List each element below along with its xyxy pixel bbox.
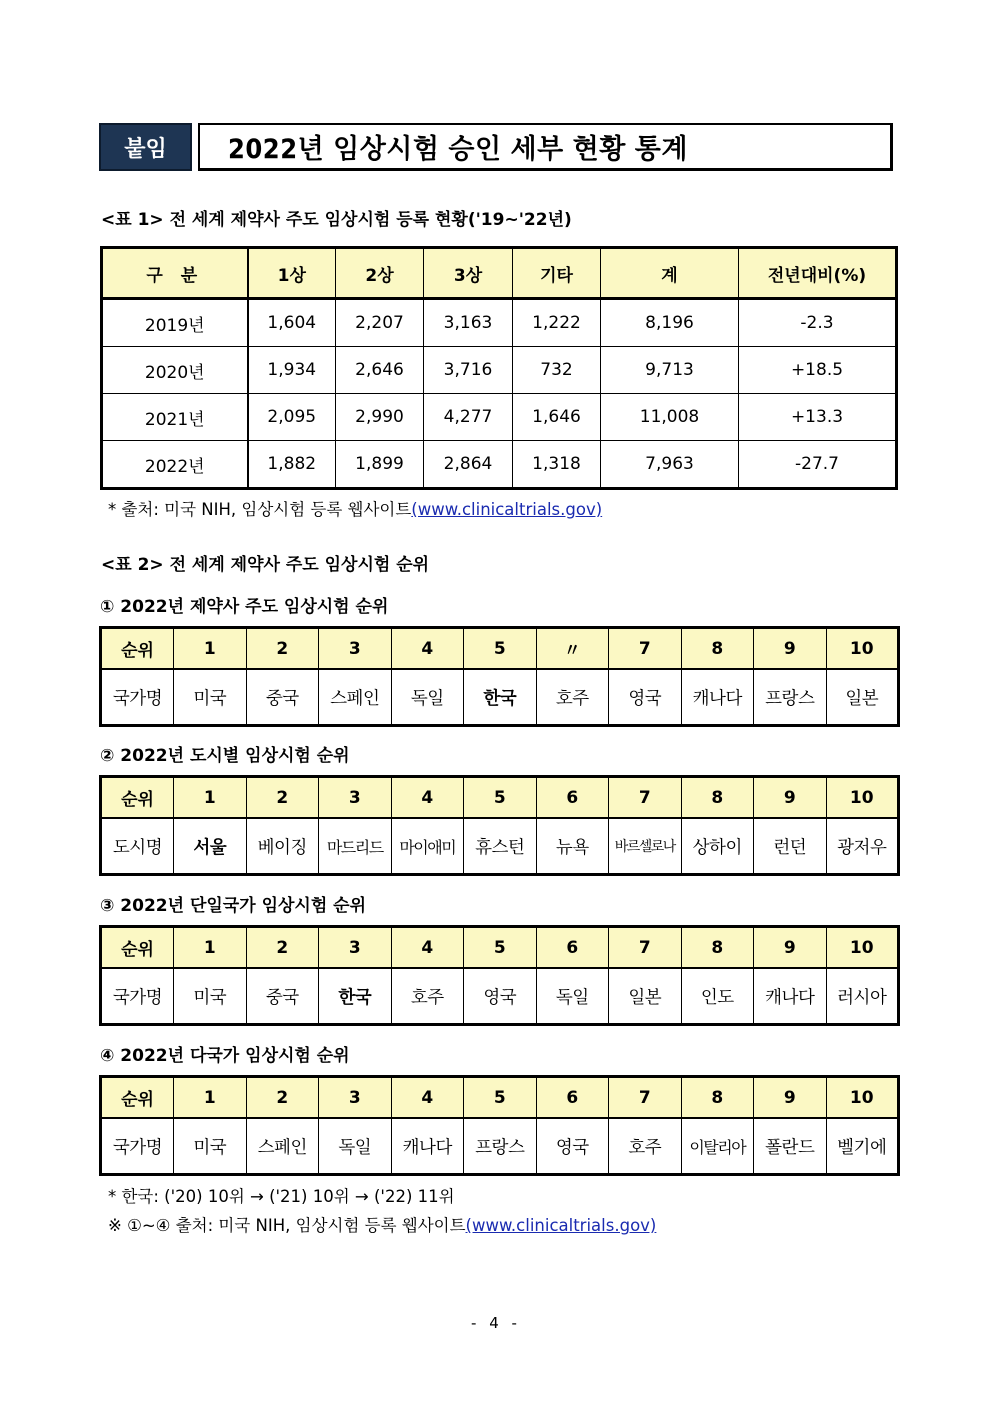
rank-number: 7 bbox=[609, 628, 682, 670]
table-cell: 1,318 bbox=[513, 441, 601, 489]
ranked-name: 영국 bbox=[536, 1118, 609, 1175]
ranked-name: 캐나다 bbox=[754, 968, 827, 1025]
rank-number: 3 bbox=[319, 628, 392, 670]
ranked-name: 호주 bbox=[536, 669, 609, 726]
column-header: 기타 bbox=[513, 248, 601, 299]
table-cell: 2,095 bbox=[248, 394, 336, 441]
rank-number: 2 bbox=[246, 628, 319, 670]
rank-name-row bbox=[101, 818, 899, 875]
column-header: 1상 bbox=[248, 248, 336, 299]
rank-number: 10 bbox=[826, 777, 899, 819]
rank-number: 2 bbox=[246, 1077, 319, 1119]
name-label: 국가명 bbox=[101, 1118, 174, 1175]
rank-number: 4 bbox=[391, 628, 464, 670]
ranking-subtitle: ② 2022년 도시별 임상시험 순위 bbox=[100, 746, 350, 766]
ranked-name: 호주 bbox=[391, 968, 464, 1025]
ranked-name: 캐나다 bbox=[391, 1118, 464, 1175]
table-cell: -2.3 bbox=[739, 299, 897, 347]
rank-number: 1 bbox=[174, 777, 247, 819]
ranked-name: 독일 bbox=[391, 669, 464, 726]
rank-number: 9 bbox=[754, 927, 827, 969]
ranked-name: 광저우 bbox=[826, 818, 899, 875]
rank-number: 4 bbox=[391, 927, 464, 969]
table-row bbox=[102, 394, 897, 441]
rank-number: 9 bbox=[754, 777, 827, 819]
column-header: 계 bbox=[601, 248, 739, 299]
ranked-name: 이탈리아 bbox=[681, 1118, 754, 1175]
rank-name-row bbox=[101, 1118, 899, 1175]
source-link[interactable]: (www.clinicaltrials.gov) bbox=[465, 1216, 657, 1235]
page-number: - 4 - bbox=[471, 1314, 521, 1332]
table-cell: 3,716 bbox=[424, 347, 513, 394]
korea-rank-note: * 한국: ('20) 10위 → ('21) 10위 → ('22) 11위 bbox=[108, 1187, 455, 1206]
ranking-table bbox=[99, 775, 900, 876]
table-cell: 1,604 bbox=[248, 299, 336, 347]
rank-number: 2 bbox=[246, 777, 319, 819]
row-year: 2020년 bbox=[102, 347, 248, 394]
ranked-name: 미국 bbox=[174, 1118, 247, 1175]
ranked-name: 일본 bbox=[609, 968, 682, 1025]
row-year: 2021년 bbox=[102, 394, 248, 441]
rank-number: 1 bbox=[174, 927, 247, 969]
ranked-name: 호주 bbox=[609, 1118, 682, 1175]
column-header: 2상 bbox=[336, 248, 424, 299]
ranked-name: 마이애미 bbox=[391, 818, 464, 875]
rank-label: 순위 bbox=[101, 1077, 174, 1119]
table2-caption: <표 2> 전 세계 제약사 주도 임상시험 순위 bbox=[101, 555, 430, 575]
table-cell: 2,207 bbox=[336, 299, 424, 347]
table-row bbox=[102, 441, 897, 489]
ranked-name: 중국 bbox=[246, 669, 319, 726]
ranked-name: 스페인 bbox=[246, 1118, 319, 1175]
table-cell: 1,222 bbox=[513, 299, 601, 347]
table-cell: 1,882 bbox=[248, 441, 336, 489]
ranked-name: 독일 bbox=[319, 1118, 392, 1175]
rank-name-row bbox=[101, 968, 899, 1025]
ranked-name: 영국 bbox=[609, 669, 682, 726]
source-text: ※ ①~④ 출처: 미국 NIH, 임상시험 등록 웹사이트 bbox=[108, 1216, 466, 1235]
rank-number: 2 bbox=[246, 927, 319, 969]
rank-number: 10 bbox=[826, 628, 899, 670]
row-year: 2022년 bbox=[102, 441, 248, 489]
rank-header-row bbox=[101, 1077, 899, 1119]
table1-header-row bbox=[102, 248, 897, 299]
highlighted-name: 한국 bbox=[464, 669, 537, 726]
rank-number: 〃 bbox=[536, 628, 609, 670]
rank-number: 5 bbox=[464, 927, 537, 969]
rank-header-row bbox=[101, 628, 899, 670]
rank-number: 3 bbox=[319, 1077, 392, 1119]
highlighted-name: 서울 bbox=[174, 818, 247, 875]
rank-number: 1 bbox=[174, 628, 247, 670]
ranked-name: 마드리드 bbox=[319, 818, 392, 875]
table-cell: 2,990 bbox=[336, 394, 424, 441]
ranked-name: 미국 bbox=[174, 968, 247, 1025]
rank-number: 9 bbox=[754, 1077, 827, 1119]
table-cell: 7,963 bbox=[601, 441, 739, 489]
column-header: 구 분 bbox=[102, 248, 248, 299]
ranked-name: 캐나다 bbox=[681, 669, 754, 726]
table2-source-note bbox=[108, 1212, 656, 1236]
rank-header-row bbox=[101, 777, 899, 819]
rank-number: 9 bbox=[754, 628, 827, 670]
table-cell: 732 bbox=[513, 347, 601, 394]
table-cell: +13.3 bbox=[739, 394, 897, 441]
rank-number: 5 bbox=[464, 628, 537, 670]
table-cell: 1,934 bbox=[248, 347, 336, 394]
source-link[interactable]: (www.clinicaltrials.gov) bbox=[411, 500, 603, 519]
rank-number: 5 bbox=[464, 1077, 537, 1119]
rank-number: 6 bbox=[536, 1077, 609, 1119]
ranking-subtitle: ③ 2022년 단일국가 임상시험 순위 bbox=[100, 896, 367, 916]
table-cell: 2,864 bbox=[424, 441, 513, 489]
ranked-name: 프랑스 bbox=[464, 1118, 537, 1175]
ranked-name: 인도 bbox=[681, 968, 754, 1025]
ranked-name: 미국 bbox=[174, 669, 247, 726]
rank-number: 5 bbox=[464, 777, 537, 819]
table-cell: 11,008 bbox=[601, 394, 739, 441]
table-row bbox=[102, 347, 897, 394]
table-row bbox=[102, 299, 897, 347]
ranked-name: 일본 bbox=[826, 669, 899, 726]
rank-label: 순위 bbox=[101, 927, 174, 969]
table1-caption: <표 1> 전 세계 제약사 주도 임상시험 등록 현황('19~'22년) bbox=[101, 210, 572, 230]
ranked-name: 독일 bbox=[536, 968, 609, 1025]
ranked-name: 벨기에 bbox=[826, 1118, 899, 1175]
table-cell: 4,277 bbox=[424, 394, 513, 441]
ranked-name: 중국 bbox=[246, 968, 319, 1025]
document-title: 2022년 임상시험 승인 세부 현황 통계 bbox=[198, 123, 893, 171]
table-cell: 8,196 bbox=[601, 299, 739, 347]
ranking-subtitle: ① 2022년 제약사 주도 임상시험 순위 bbox=[100, 597, 389, 617]
table-cell: 1,646 bbox=[513, 394, 601, 441]
name-label: 국가명 bbox=[101, 968, 174, 1025]
name-label: 국가명 bbox=[101, 669, 174, 726]
ranked-name: 바르셀로나 bbox=[609, 818, 682, 875]
rank-number: 8 bbox=[681, 628, 754, 670]
rank-number: 3 bbox=[319, 777, 392, 819]
rank-number: 8 bbox=[681, 1077, 754, 1119]
rank-header-row bbox=[101, 927, 899, 969]
table-cell: 2,646 bbox=[336, 347, 424, 394]
ranking-table bbox=[99, 925, 900, 1026]
rank-number: 8 bbox=[681, 777, 754, 819]
ranked-name: 상하이 bbox=[681, 818, 754, 875]
rank-number: 4 bbox=[391, 777, 464, 819]
source-text: * 출처: 미국 NIH, 임상시험 등록 웹사이트 bbox=[108, 500, 412, 519]
rank-number: 7 bbox=[609, 927, 682, 969]
rank-number: 7 bbox=[609, 777, 682, 819]
rank-number: 1 bbox=[174, 1077, 247, 1119]
table-cell: 9,713 bbox=[601, 347, 739, 394]
ranked-name: 런던 bbox=[754, 818, 827, 875]
table1-source-note bbox=[108, 496, 602, 520]
column-header: 전년대비(%) bbox=[739, 248, 897, 299]
ranking-table bbox=[99, 1075, 900, 1176]
rank-number: 7 bbox=[609, 1077, 682, 1119]
table-cell: -27.7 bbox=[739, 441, 897, 489]
rank-number: 6 bbox=[536, 777, 609, 819]
attachment-badge: 붙임 bbox=[99, 123, 192, 171]
ranked-name: 프랑스 bbox=[754, 669, 827, 726]
column-header: 3상 bbox=[424, 248, 513, 299]
document-title-row bbox=[99, 123, 894, 171]
rank-number: 10 bbox=[826, 927, 899, 969]
rank-name-row bbox=[101, 669, 899, 726]
ranking-table bbox=[99, 626, 900, 727]
ranked-name: 폴란드 bbox=[754, 1118, 827, 1175]
ranked-name: 스페인 bbox=[319, 669, 392, 726]
rank-number: 10 bbox=[826, 1077, 899, 1119]
rank-label: 순위 bbox=[101, 777, 174, 819]
name-label: 도시명 bbox=[101, 818, 174, 875]
rank-number: 4 bbox=[391, 1077, 464, 1119]
ranking-subtitle: ④ 2022년 다국가 임상시험 순위 bbox=[100, 1046, 350, 1066]
ranked-name: 러시아 bbox=[826, 968, 899, 1025]
rank-number: 3 bbox=[319, 927, 392, 969]
highlighted-name: 한국 bbox=[319, 968, 392, 1025]
row-year: 2019년 bbox=[102, 299, 248, 347]
rank-number: 8 bbox=[681, 927, 754, 969]
rank-number: 6 bbox=[536, 927, 609, 969]
rank-label: 순위 bbox=[101, 628, 174, 670]
ranked-name: 영국 bbox=[464, 968, 537, 1025]
ranked-name: 뉴욕 bbox=[536, 818, 609, 875]
ranked-name: 휴스턴 bbox=[464, 818, 537, 875]
table-cell: 1,899 bbox=[336, 441, 424, 489]
table-cell: 3,163 bbox=[424, 299, 513, 347]
table-cell: +18.5 bbox=[739, 347, 897, 394]
ranked-name: 베이징 bbox=[246, 818, 319, 875]
table1-registration-status bbox=[100, 246, 898, 490]
